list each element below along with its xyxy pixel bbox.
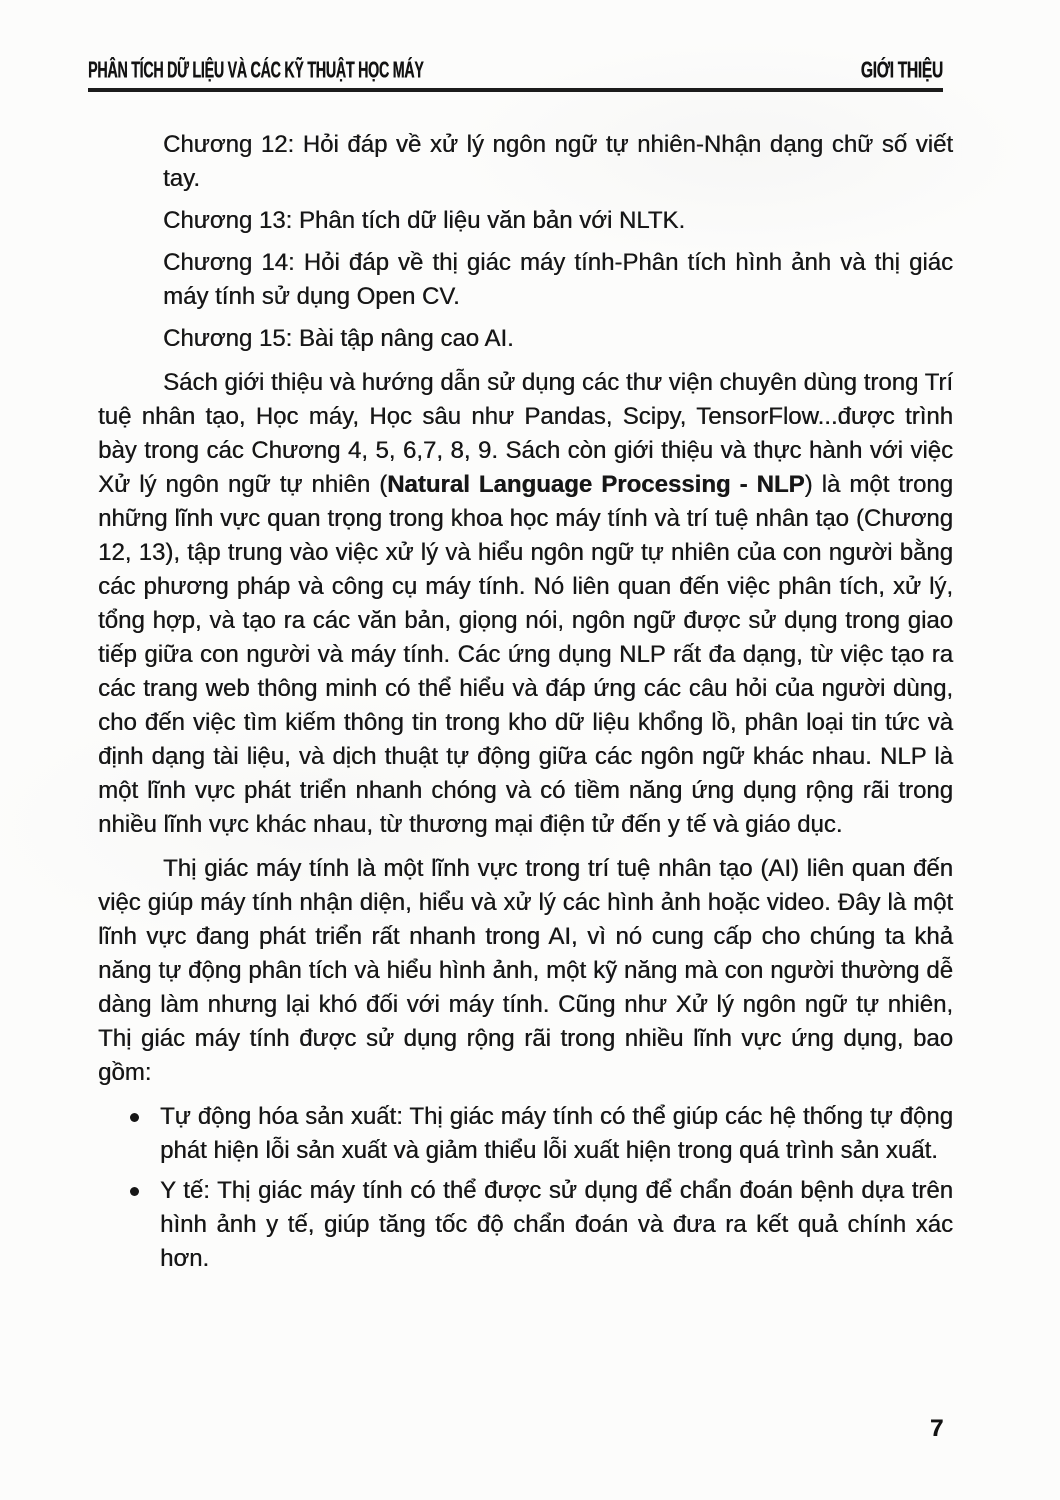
- running-head-book-title: PHÂN TÍCH DỮ LIỆU VÀ CÁC KỸ THUẬT HỌC MÁY: [88, 58, 424, 83]
- chapter-list: [98, 128, 953, 356]
- bullet-icon: [130, 1187, 139, 1196]
- page-header: [88, 60, 943, 92]
- bullet-list: [98, 1100, 953, 1276]
- page-number: 7: [930, 1415, 944, 1442]
- chapter-item-14: Chương 14: Hỏi đáp về thị giác máy tính-Phân tích hình ảnh và thị giác máy tính sử dụng Open CV.: [163, 249, 953, 310]
- chapter-item-12: Chương 12: Hỏi đáp về xử lý ngôn ngữ tự nhiên-Nhận dạng chữ số viết tay.: [163, 131, 953, 192]
- paragraph-libraries-nlp: [98, 366, 953, 842]
- bullet-icon: [130, 1113, 139, 1122]
- paragraph-text-post: ) là một trong những lĩnh vực quan trọng trong khoa học máy tính và trí tuệ nhân tạo (Chương 12, 13), tập trung vào việc xử lý và hiểu ngôn ngữ tự nhiên của con người bằng các phương pháp và công cụ máy tính. Nó liên quan đến việc phân tích, xử lý, tổng hợp, và tạo ra các văn bản, giọng nói, ngôn ngữ được sử dụng trong giao tiếp giữa con người và máy tính. Các ứng dụng NLP rất đa dạng, từ việc tạo ra các trang web thông minh có thể hiểu và đáp ứng các câu hỏi của người dùng, cho đến việc tìm kiếm thông tin trong kho dữ liệu khổng lồ, phân loại tin tức và định dạng tài liệu, và dịch thuật tự động giữa các ngôn ngữ khác nhau. NLP là một lĩnh vực phát triển nhanh chóng và có tiềm năng ứng dụng rộng rãi trong nhiều lĩnh vực khác nhau, từ thương mại điện tử đến y tế và giáo dục.: [98, 471, 953, 838]
- bullet-text: Y tế: Thị giác máy tính có thể được sử dụng để chẩn đoán bệnh dựa trên hình ảnh y tế, giúp tăng tốc độ chẩn đoán và đưa ra kết quả chính xác hơn.: [160, 1177, 953, 1272]
- paragraph-computer-vision: Thị giác máy tính là một lĩnh vực trong trí tuệ nhân tạo (AI) liên quan đến việc giúp máy tính nhận diện, hiểu và xử lý các hình ảnh hoặc video. Đây là một lĩnh vực đang phát triển rất nhanh trong AI, vì nó cung cấp cho chúng ta khả năng tự động phân tích và hiểu hình ảnh, một kỹ năng mà con người thường dễ dàng làm nhưng lại khó đối với máy tính. Cũng như Xử lý ngôn ngữ tự nhiên, Thị giác máy tính được sử dụng rộng rãi trong nhiều lĩnh vực ứng dụng, bao gồm:: [98, 855, 953, 1086]
- bullet-item-healthcare: [98, 1174, 953, 1276]
- chapter-item-15: Chương 15: Bài tập nâng cao AI.: [163, 325, 514, 352]
- chapter-item-13: Chương 13: Phân tích dữ liệu văn bản với NLTK.: [163, 207, 686, 234]
- nlp-bold-term: Natural Language Processing - NLP: [387, 471, 805, 498]
- page-body: [98, 128, 953, 1282]
- paragraph-text-pre: Sách giới thiệu và hướng dẫn sử dụng các thư viện chuyên dùng trong Trí tuệ nhân tạo, Học máy, Học sâu như Pandas, Scipy, TensorFlow...được trình bày trong các Chương 4, 5, 6,7, 8, 9. Sách còn giới thiệu và thực hành với việc Xử lý ngôn ngữ tự nhiên (: [98, 369, 953, 498]
- bullet-text: Tự động hóa sản xuất: Thị giác máy tính có thể giúp các hệ thống tự động phát hiện lỗi sản xuất và giảm thiểu lỗi xuất hiện trong quá trình sản xuất.: [160, 1103, 953, 1164]
- bullet-item-automation: [98, 1100, 953, 1168]
- running-head-section-title: GIỚI THIỆU: [861, 58, 943, 83]
